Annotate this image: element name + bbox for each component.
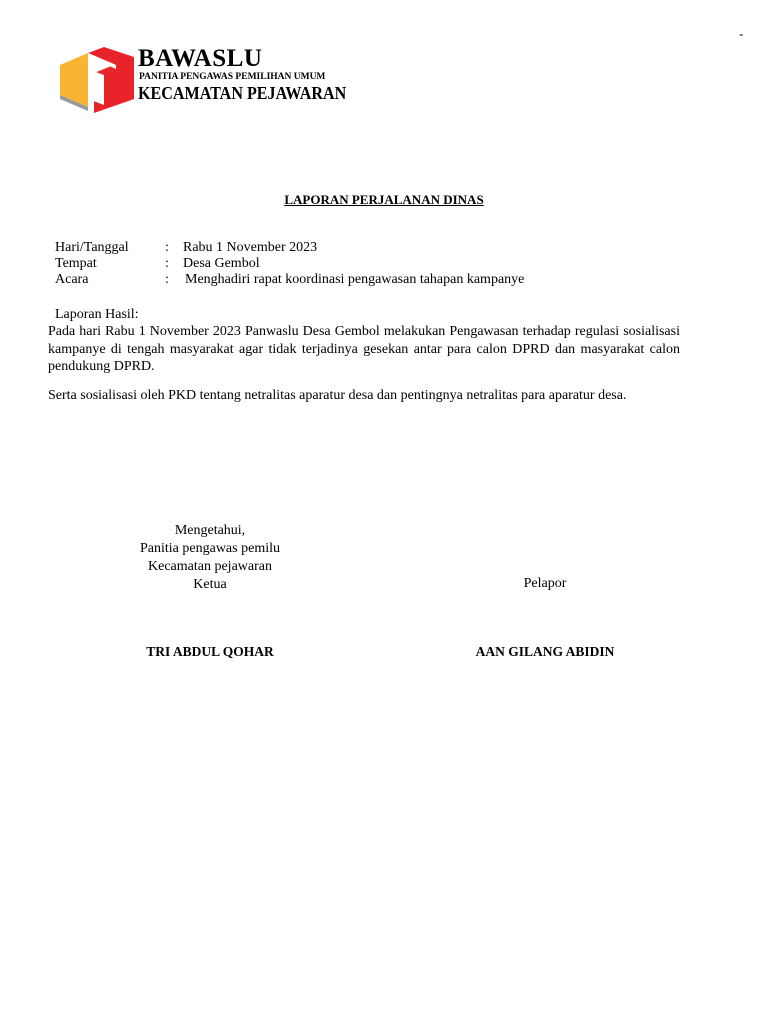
detail-label: Tempat	[55, 256, 97, 271]
detail-value: Menghadiri rapat koordinasi pengawasan tahapan kampanye	[185, 272, 525, 287]
report-paragraph: Pada hari Rabu 1 November 2023 Panwaslu Desa Gembol melakukan Pengawasan terhadap regulasi sosialisasi kampanye di tengah masyarakat agar tidak terjadinya gesekan antar para calon DPRD dan masyarakat calon pendukung DPRD.	[48, 324, 680, 374]
detail-label: Hari/Tanggal	[55, 240, 129, 255]
signature-acknowledge: Mengetahui,	[174, 523, 246, 538]
report-paragraph: Serta sosialisasi oleh PKD tentang netralitas aparatur desa dan pentingnya netralitas para aparatur desa.	[48, 388, 627, 403]
detail-colon: :	[165, 240, 169, 255]
letterhead	[58, 45, 347, 123]
report-heading: Laporan Hasil:	[55, 307, 139, 322]
detail-value: Rabu 1 November 2023	[183, 240, 318, 255]
detail-label: Acara	[55, 272, 89, 287]
signature-block-left	[100, 522, 320, 594]
detail-value: Desa Gembol	[183, 256, 260, 271]
detail-colon: :	[165, 256, 169, 271]
document-title: LAPORAN PERJALANAN DINAS	[284, 192, 484, 207]
corner-mark: -	[739, 26, 744, 41]
signature-role-reporter: Pelapor	[523, 576, 567, 591]
org-name: BAWASLU	[138, 45, 263, 72]
org-district: KECAMATAN PEJAWARAN	[138, 83, 347, 103]
signature-role-chair: Ketua	[193, 577, 227, 592]
org-committee: PANITIA PENGAWAS PEMILIHAN UMUM	[139, 72, 326, 82]
detail-colon: :	[165, 272, 169, 287]
signature-name-right: AAN GILANG ABIDIN	[475, 644, 615, 659]
signature-committee: Panitia pengawas pemilu	[140, 541, 280, 556]
signature-district: Kecamatan pejawaran	[148, 559, 272, 574]
bawaslu-logo-icon	[58, 47, 136, 113]
signature-name-left: TRI ABDUL QOHAR	[146, 644, 274, 659]
